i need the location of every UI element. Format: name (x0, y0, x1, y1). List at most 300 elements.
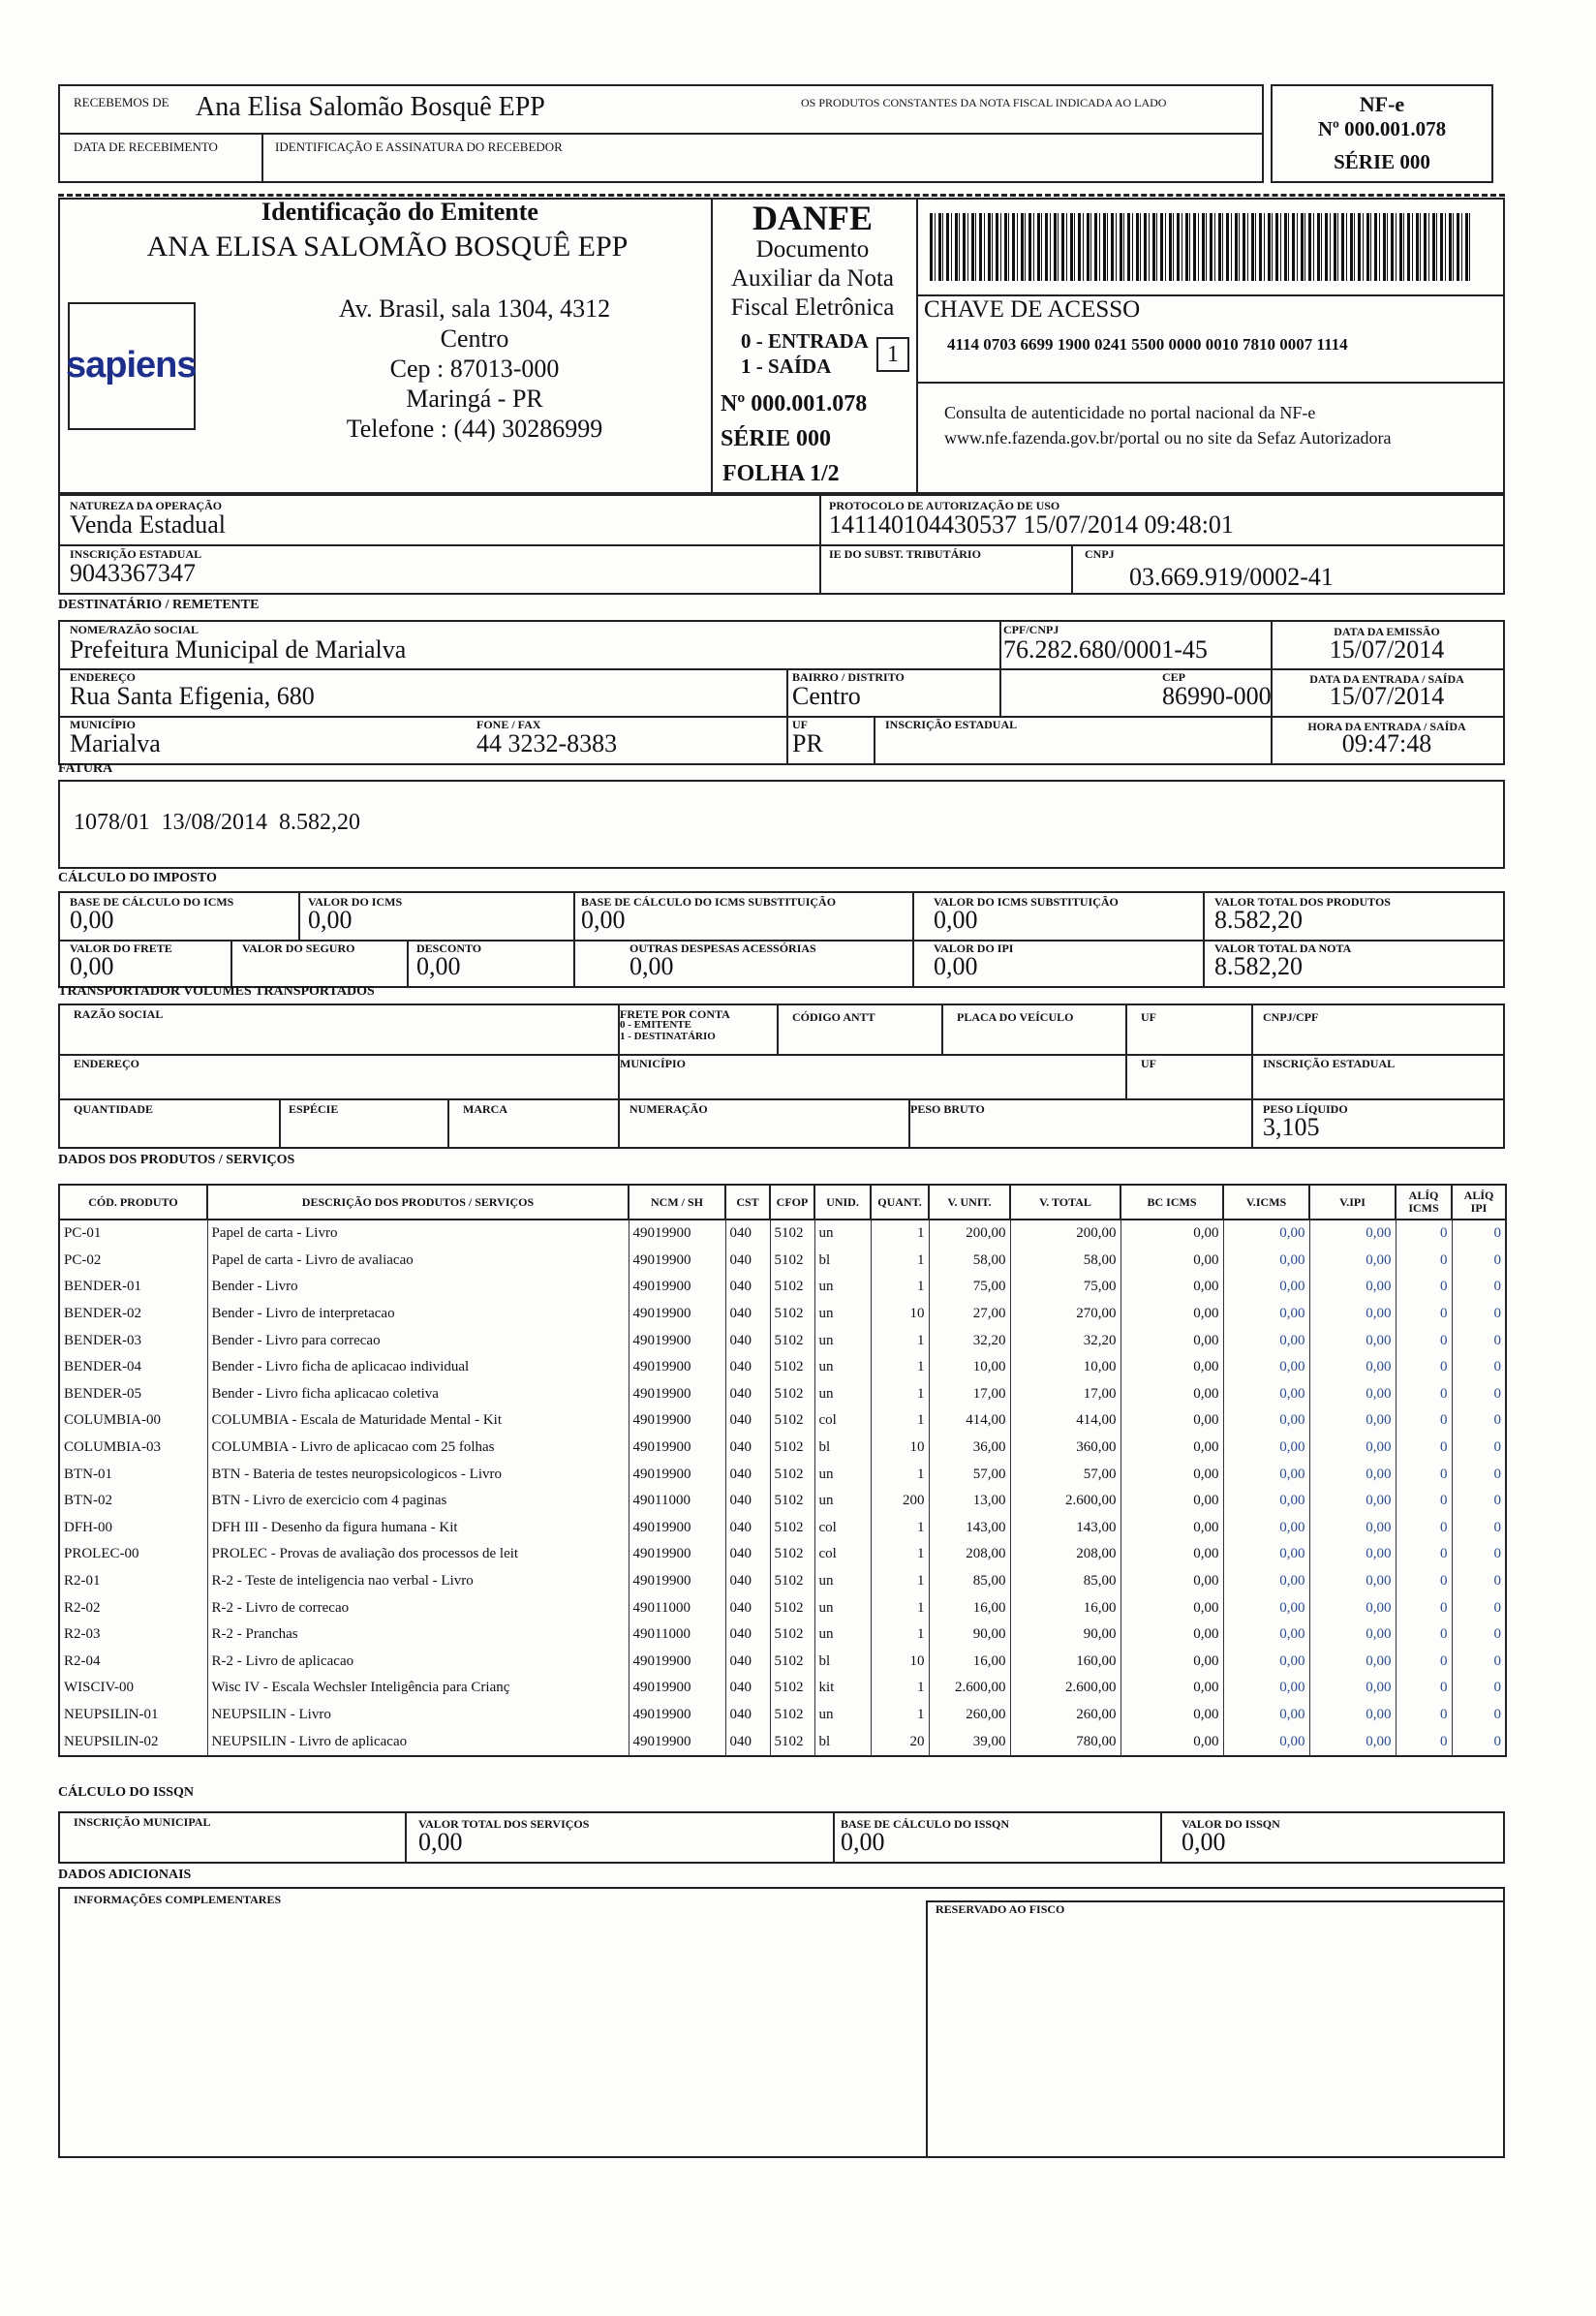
table-cell: 200,00 (1010, 1220, 1120, 1248)
table-cell: 0,00 (1309, 1461, 1396, 1488)
table-row (59, 1327, 1506, 1354)
table-cell: 0 (1452, 1568, 1506, 1595)
consulta-line2: www.nfe.fazenda.gov.br/portal ou no site da Sefaz Autorizadora (944, 428, 1392, 448)
dest-hora: 09:47:48 (1341, 729, 1432, 757)
table-cell: 0 (1396, 1274, 1452, 1301)
table-cell: 040 (725, 1407, 770, 1435)
table-cell: 0 (1396, 1728, 1452, 1756)
issqn-valor-label: VALOR DO ISSQN (1182, 1817, 1280, 1831)
table-row (59, 1248, 1506, 1275)
table-cell: 90,00 (929, 1621, 1010, 1649)
table-cell: BENDER-04 (59, 1354, 207, 1381)
transportador-section-title: TRANSPORTADOR VOLUMES TRANSPORTADOS (58, 984, 375, 999)
table-cell: 0,00 (1120, 1220, 1223, 1248)
table-cell: 0 (1452, 1594, 1506, 1621)
table-cell: 58,00 (1010, 1248, 1120, 1275)
table-cell: 0 (1396, 1407, 1452, 1435)
sapiens-logo (68, 302, 196, 430)
table-cell: R2-02 (59, 1594, 207, 1621)
table-cell: un (814, 1488, 871, 1515)
emitente-name: ANA ELISA SALOMÃO BOSQUÊ EPP (146, 231, 629, 262)
table-cell: 0 (1452, 1702, 1506, 1729)
emitente-cep: Cep : 87013-000 (389, 355, 560, 383)
table-cell: 040 (725, 1461, 770, 1488)
table-cell: 5102 (770, 1248, 814, 1275)
table-cell: 0,00 (1309, 1728, 1396, 1756)
products-header-cell: CFOP (770, 1185, 814, 1220)
dest-cpf-label: CPF/CNPJ (1003, 623, 1059, 636)
table-cell: 5102 (770, 1621, 814, 1649)
table-cell: PC-01 (59, 1220, 207, 1248)
table-cell: Papel de carta - Livro de avaliacao (207, 1248, 629, 1275)
table-cell: 1 (871, 1381, 929, 1408)
dest-municipio-label: MUNICÍPIO (70, 718, 136, 731)
total-prod-label: VALOR TOTAL DOS PRODUTOS (1214, 895, 1391, 909)
products-table (58, 1184, 1507, 1757)
table-cell: 040 (725, 1568, 770, 1595)
emitente-address: Av. Brasil, sala 1304, 4312 (338, 294, 611, 323)
table-cell: 5102 (770, 1274, 814, 1301)
table-cell: 32,20 (1010, 1327, 1120, 1354)
danfe-saida: 1 - SAÍDA (741, 355, 832, 378)
table-cell: 75,00 (1010, 1274, 1120, 1301)
table-cell: 040 (725, 1621, 770, 1649)
table-cell: Bender - Livro ficha de aplicacao individual (207, 1354, 629, 1381)
table-cell: 040 (725, 1702, 770, 1729)
table-cell: 2.600,00 (1010, 1675, 1120, 1702)
danfe-numero: Nº 000.001.078 (721, 391, 868, 417)
table-cell: 0,00 (1120, 1488, 1223, 1515)
issqn-servicos: 0,00 (418, 1828, 463, 1856)
table-cell: COLUMBIA - Livro de aplicacao com 25 folhas (207, 1435, 629, 1462)
table-cell: PC-02 (59, 1248, 207, 1275)
table-cell: 0 (1396, 1568, 1452, 1595)
table-cell: 0,00 (1223, 1488, 1309, 1515)
table-cell: 0,00 (1120, 1649, 1223, 1676)
table-cell: 49019900 (629, 1461, 725, 1488)
products-header-cell: UNID. (814, 1185, 871, 1220)
table-cell: 5102 (770, 1327, 814, 1354)
dest-cep-label: CEP (1162, 670, 1185, 684)
products-header-row (59, 1185, 1506, 1220)
table-cell: col (814, 1541, 871, 1568)
emitente-district: Centro (440, 324, 509, 353)
table-cell: 0,00 (1223, 1327, 1309, 1354)
table-cell: 0,00 (1309, 1675, 1396, 1702)
table-cell: 49019900 (629, 1702, 725, 1729)
table-row (59, 1461, 1506, 1488)
table-row (59, 1621, 1506, 1649)
table-cell: 0 (1396, 1354, 1452, 1381)
transp-cnpj-label: CNPJ/CPF (1263, 1010, 1319, 1024)
table-cell: 143,00 (1010, 1515, 1120, 1542)
table-cell: 1 (871, 1220, 929, 1248)
table-cell: 0 (1452, 1649, 1506, 1676)
table-cell: DFH-00 (59, 1515, 207, 1542)
table-cell: 040 (725, 1220, 770, 1248)
destinatario-section-title: DESTINATÁRIO / REMETENTE (58, 598, 260, 612)
nfe-stub-number: Nº 000.001.078 (1317, 117, 1447, 140)
table-cell: 0,00 (1223, 1248, 1309, 1275)
ipi: 0,00 (934, 952, 978, 980)
table-cell: R-2 - Livro de aplicacao (207, 1649, 629, 1676)
table-cell: WISCIV-00 (59, 1675, 207, 1702)
table-cell: 49019900 (629, 1407, 725, 1435)
table-row (59, 1488, 1506, 1515)
transp-endereco-label: ENDEREÇO (74, 1057, 140, 1070)
table-row (59, 1728, 1506, 1756)
emitente-city: Maringá - PR (406, 385, 543, 413)
dest-bairro: Centro (792, 682, 861, 710)
table-row (59, 1220, 1506, 1248)
frete-label: VALOR DO FRETE (70, 942, 172, 955)
table-cell: 0,00 (1120, 1702, 1223, 1729)
table-cell: 58,00 (929, 1248, 1010, 1275)
base-icms: 0,00 (70, 906, 114, 934)
table-cell: un (814, 1327, 871, 1354)
table-cell: 0,00 (1120, 1541, 1223, 1568)
table-cell: 0,00 (1120, 1461, 1223, 1488)
dest-bairro-label: BAIRRO / DISTRITO (792, 670, 905, 684)
table-cell: 0,00 (1120, 1594, 1223, 1621)
table-cell: 49011000 (629, 1621, 725, 1649)
table-cell: 0 (1452, 1461, 1506, 1488)
table-cell: 10,00 (1010, 1354, 1120, 1381)
issqn-im-label: INSCRIÇÃO MUNICIPAL (74, 1815, 211, 1829)
table-cell: 0,00 (1309, 1274, 1396, 1301)
table-cell: 200 (871, 1488, 929, 1515)
table-cell: un (814, 1274, 871, 1301)
table-cell: 0,00 (1309, 1702, 1396, 1729)
dest-fone: 44 3232-8383 (476, 729, 618, 757)
emitente-section-title: Identificação do Emitente (261, 198, 538, 226)
receipt-stub (58, 84, 1264, 183)
table-cell: 5102 (770, 1435, 814, 1462)
table-cell: 040 (725, 1541, 770, 1568)
table-cell: 0 (1452, 1541, 1506, 1568)
table-cell: R-2 - Pranchas (207, 1621, 629, 1649)
table-cell: 040 (725, 1301, 770, 1328)
table-cell: 0,00 (1309, 1354, 1396, 1381)
table-cell: R2-03 (59, 1621, 207, 1649)
table-cell: 0,00 (1223, 1675, 1309, 1702)
cnpj-emitente-label: CNPJ (1085, 547, 1115, 561)
table-row (59, 1515, 1506, 1542)
table-cell: Papel de carta - Livro (207, 1220, 629, 1248)
table-cell: 49011000 (629, 1594, 725, 1621)
table-cell: 0,00 (1223, 1274, 1309, 1301)
sapiens-logo-text: sapiens (66, 345, 197, 386)
table-cell: 0,00 (1120, 1381, 1223, 1408)
produtos-section-title: DADOS DOS PRODUTOS / SERVIÇOS (58, 1153, 295, 1167)
table-cell: 0 (1396, 1248, 1452, 1275)
dest-cep: 86990-000 (1162, 682, 1272, 710)
table-cell: 0 (1452, 1354, 1506, 1381)
table-cell: Bender - Livro (207, 1274, 629, 1301)
table-cell: 0,00 (1120, 1301, 1223, 1328)
table-cell: 0 (1396, 1488, 1452, 1515)
table-cell: 5102 (770, 1675, 814, 1702)
table-cell: 040 (725, 1248, 770, 1275)
table-cell: 0 (1452, 1728, 1506, 1756)
table-cell: 85,00 (1010, 1568, 1120, 1595)
table-cell: 1 (871, 1515, 929, 1542)
table-cell: BENDER-01 (59, 1274, 207, 1301)
issqn-block (58, 1811, 1505, 1864)
table-cell: 040 (725, 1675, 770, 1702)
table-cell: 5102 (770, 1461, 814, 1488)
table-cell: 5102 (770, 1515, 814, 1542)
cut-line (58, 194, 1505, 197)
table-cell: un (814, 1594, 871, 1621)
table-cell: PROLEC - Provas de avaliação dos processos de leit (207, 1541, 629, 1568)
table-cell: 49019900 (629, 1274, 725, 1301)
table-cell: 57,00 (1010, 1461, 1120, 1488)
table-cell: 0,00 (1120, 1675, 1223, 1702)
table-cell: 208,00 (929, 1541, 1010, 1568)
transp-peso-liquido: 3,105 (1263, 1113, 1320, 1141)
products-header-cell: DESCRIÇÃO DOS PRODUTOS / SERVIÇOS (207, 1185, 629, 1220)
table-cell: 5102 (770, 1354, 814, 1381)
products-header-cell: V.IPI (1309, 1185, 1396, 1220)
table-cell: 0,00 (1309, 1621, 1396, 1649)
dest-endereco-label: ENDEREÇO (70, 670, 137, 684)
table-cell: 36,00 (929, 1435, 1010, 1462)
table-cell: 0,00 (1309, 1381, 1396, 1408)
issqn-section-title: CÁLCULO DO ISSQN (58, 1785, 195, 1800)
dest-hora-label: HORA DA ENTRADA / SAÍDA (1307, 720, 1466, 733)
transp-peso-bruto-label: PESO BRUTO (910, 1102, 985, 1116)
table-cell: 0 (1452, 1675, 1506, 1702)
table-cell: 0 (1396, 1435, 1452, 1462)
total-nota: 8.582,20 (1214, 952, 1303, 980)
table-cell: BTN - Bateria de testes neuropsicologicos - Livro (207, 1461, 629, 1488)
transp-numeracao-label: NUMERAÇÃO (629, 1102, 708, 1116)
table-cell: 040 (725, 1381, 770, 1408)
transp-peso-liquido-label: PESO LÍQUIDO (1263, 1102, 1348, 1116)
table-cell: 5102 (770, 1649, 814, 1676)
table-cell: 0,00 (1309, 1407, 1396, 1435)
table-cell: un (814, 1568, 871, 1595)
table-cell: 0,00 (1223, 1594, 1309, 1621)
table-cell: COLUMBIA-00 (59, 1407, 207, 1435)
base-st: 0,00 (581, 906, 626, 934)
data-recebimento-label: DATA DE RECEBIMENTO (74, 139, 218, 154)
dest-ie-label: INSCRIÇÃO ESTADUAL (885, 718, 1018, 731)
table-cell: 17,00 (929, 1381, 1010, 1408)
table-cell: 0,00 (1223, 1568, 1309, 1595)
protocolo-value: 141140104430537 15/07/2014 09:48:01 (829, 510, 1234, 539)
products-header-cell: BC ICMS (1120, 1185, 1223, 1220)
table-cell: 0,00 (1223, 1435, 1309, 1462)
table-cell: 0,00 (1309, 1594, 1396, 1621)
table-cell: 414,00 (1010, 1407, 1120, 1435)
table-cell: 208,00 (1010, 1541, 1120, 1568)
barcode (930, 213, 1472, 281)
table-cell: 20 (871, 1728, 929, 1756)
table-cell: 32,20 (929, 1327, 1010, 1354)
table-cell: BENDER-02 (59, 1301, 207, 1328)
desconto: 0,00 (416, 952, 461, 980)
table-cell: 0,00 (1120, 1248, 1223, 1275)
table-row (59, 1675, 1506, 1702)
natureza-label: NATUREZA DA OPERAÇÃO (70, 499, 223, 512)
table-cell: 0 (1452, 1274, 1506, 1301)
table-cell: 0 (1452, 1407, 1506, 1435)
table-cell: 5102 (770, 1301, 814, 1328)
products-header-cell: CST (725, 1185, 770, 1220)
transp-quantidade-label: QUANTIDADE (74, 1102, 154, 1116)
transp-especie-label: ESPÉCIE (289, 1102, 339, 1116)
dest-nome: Prefeitura Municipal de Marialva (70, 635, 407, 664)
table-cell: 39,00 (929, 1728, 1010, 1756)
table-cell: 0 (1452, 1248, 1506, 1275)
table-cell: 0 (1452, 1301, 1506, 1328)
table-cell: 040 (725, 1435, 770, 1462)
dest-entrada-label: DATA DA ENTRADA / SAÍDA (1309, 672, 1464, 686)
transp-uf-label: UF (1141, 1010, 1156, 1024)
dest-emissao-label: DATA DA EMISSÃO (1334, 625, 1440, 638)
table-cell: 0,00 (1120, 1568, 1223, 1595)
table-cell: 5102 (770, 1488, 814, 1515)
table-cell: 0,00 (1223, 1515, 1309, 1542)
danfe-tipo-box: 1 (876, 337, 909, 372)
total-nota-label: VALOR TOTAL DA NOTA (1214, 942, 1352, 955)
table-cell: bl (814, 1435, 871, 1462)
table-cell: 0 (1396, 1381, 1452, 1408)
table-cell: 49019900 (629, 1675, 725, 1702)
transp-municipio-label: MUNICÍPIO (620, 1057, 686, 1070)
table-row (59, 1594, 1506, 1621)
table-cell: BTN-01 (59, 1461, 207, 1488)
table-cell: 16,00 (929, 1594, 1010, 1621)
table-cell: 0,00 (1223, 1301, 1309, 1328)
table-cell: 0 (1396, 1621, 1452, 1649)
outras: 0,00 (629, 952, 674, 980)
transp-marca-label: MARCA (463, 1102, 507, 1116)
seguro-label: VALOR DO SEGURO (242, 942, 355, 955)
table-row (59, 1702, 1506, 1729)
transp-uf2-label: UF (1141, 1057, 1156, 1070)
table-cell: COLUMBIA-03 (59, 1435, 207, 1462)
reservado-fisco-label: RESERVADO AO FISCO (936, 1902, 1065, 1916)
table-cell: 1 (871, 1407, 929, 1435)
outras-label: OUTRAS DESPESAS ACESSÓRIAS (629, 942, 816, 955)
table-cell: 0,00 (1309, 1649, 1396, 1676)
table-cell: 5102 (770, 1220, 814, 1248)
table-cell: 0 (1396, 1301, 1452, 1328)
table-cell: 0 (1452, 1435, 1506, 1462)
table-row (59, 1541, 1506, 1568)
table-cell: PROLEC-00 (59, 1541, 207, 1568)
table-cell: 0,00 (1309, 1248, 1396, 1275)
ie-emitente-label: INSCRIÇÃO ESTADUAL (70, 547, 202, 561)
transp-ie-label: INSCRIÇÃO ESTADUAL (1263, 1057, 1396, 1070)
table-cell: NEUPSILIN-02 (59, 1728, 207, 1756)
table-cell: Wisc IV - Escala Wechsler Inteligência para Crianç (207, 1675, 629, 1702)
danfe-sub1: Documento (755, 236, 870, 262)
table-cell: 85,00 (929, 1568, 1010, 1595)
table-row (59, 1381, 1506, 1408)
table-cell: 0 (1452, 1515, 1506, 1542)
table-cell: 040 (725, 1649, 770, 1676)
ie-subst-label: IE DO SUBST. TRIBUTÁRIO (829, 547, 981, 561)
table-cell: 0,00 (1309, 1488, 1396, 1515)
table-cell: COLUMBIA - Escala de Maturidade Mental - Kit (207, 1407, 629, 1435)
produtos-label: OS PRODUTOS CONSTANTES DA NOTA FISCAL INDICADA AO LADO (801, 96, 1167, 109)
frete: 0,00 (70, 952, 114, 980)
table-cell: 040 (725, 1327, 770, 1354)
table-cell: 0,00 (1223, 1220, 1309, 1248)
receipt-company: Ana Elisa Salomão Bosquê EPP (196, 92, 545, 122)
table-cell: 0 (1452, 1621, 1506, 1649)
table-cell: 0 (1396, 1702, 1452, 1729)
transp-antt-label: CÓDIGO ANTT (792, 1010, 875, 1024)
table-row (59, 1435, 1506, 1462)
table-cell: 2.600,00 (1010, 1488, 1120, 1515)
table-cell: 040 (725, 1274, 770, 1301)
table-cell: 5102 (770, 1568, 814, 1595)
table-cell: un (814, 1461, 871, 1488)
table-cell: 0,00 (1223, 1702, 1309, 1729)
table-cell: 49019900 (629, 1248, 725, 1275)
table-cell: BENDER-03 (59, 1327, 207, 1354)
table-cell: 1 (871, 1248, 929, 1275)
products-header-cell: ALÍQ IPI (1452, 1185, 1506, 1220)
table-cell: 5102 (770, 1594, 814, 1621)
issqn-valor: 0,00 (1182, 1828, 1226, 1856)
transp-frete-opt1: 1 - DESTINATÁRIO (620, 1031, 716, 1042)
table-cell: 49019900 (629, 1381, 725, 1408)
products-header-cell: CÓD. PRODUTO (59, 1185, 207, 1220)
table-cell: 10,00 (929, 1354, 1010, 1381)
table-cell: kit (814, 1675, 871, 1702)
table-cell: un (814, 1702, 871, 1729)
table-cell: 1 (871, 1354, 929, 1381)
table-cell: 1 (871, 1568, 929, 1595)
danfe-sub3: Fiscal Eletrônica (730, 294, 895, 321)
products-header-cell: NCM / SH (629, 1185, 725, 1220)
table-cell: un (814, 1381, 871, 1408)
table-cell: 0,00 (1223, 1407, 1309, 1435)
table-cell: 0,00 (1120, 1354, 1223, 1381)
table-cell: 0 (1452, 1381, 1506, 1408)
table-cell: 1 (871, 1541, 929, 1568)
adicionais-section-title: DADOS ADICIONAIS (58, 1868, 192, 1882)
base-icms-label: BASE DE CÁLCULO DO ICMS (70, 895, 234, 909)
table-cell: 49019900 (629, 1515, 725, 1542)
table-cell: 0,00 (1309, 1301, 1396, 1328)
table-cell: 0,00 (1223, 1541, 1309, 1568)
table-cell: col (814, 1515, 871, 1542)
protocolo-label: PROTOCOLO DE AUTORIZAÇÃO DE USO (829, 499, 1060, 512)
info-complementares-label: INFORMAÇÕES COMPLEMENTARES (74, 1893, 282, 1906)
table-cell: 49019900 (629, 1649, 725, 1676)
table-cell: 49019900 (629, 1354, 725, 1381)
issqn-servicos-label: VALOR TOTAL DOS SERVIÇOS (418, 1817, 590, 1831)
danfe-entrada: 0 - ENTRADA (741, 329, 869, 353)
table-cell: 0,00 (1223, 1461, 1309, 1488)
table-cell: bl (814, 1728, 871, 1756)
identificacao-recebedor-label: IDENTIFICAÇÃO E ASSINATURA DO RECEBEDOR (275, 139, 563, 154)
table-cell: R-2 - Teste de inteligencia nao verbal - Livro (207, 1568, 629, 1595)
natureza-value: Venda Estadual (70, 510, 227, 539)
table-cell: 10 (871, 1301, 929, 1328)
table-cell: 0,00 (1309, 1568, 1396, 1595)
transp-frete-opt0: 0 - EMITENTE (620, 1019, 691, 1031)
table-cell: 0 (1452, 1488, 1506, 1515)
table-cell: 1 (871, 1594, 929, 1621)
